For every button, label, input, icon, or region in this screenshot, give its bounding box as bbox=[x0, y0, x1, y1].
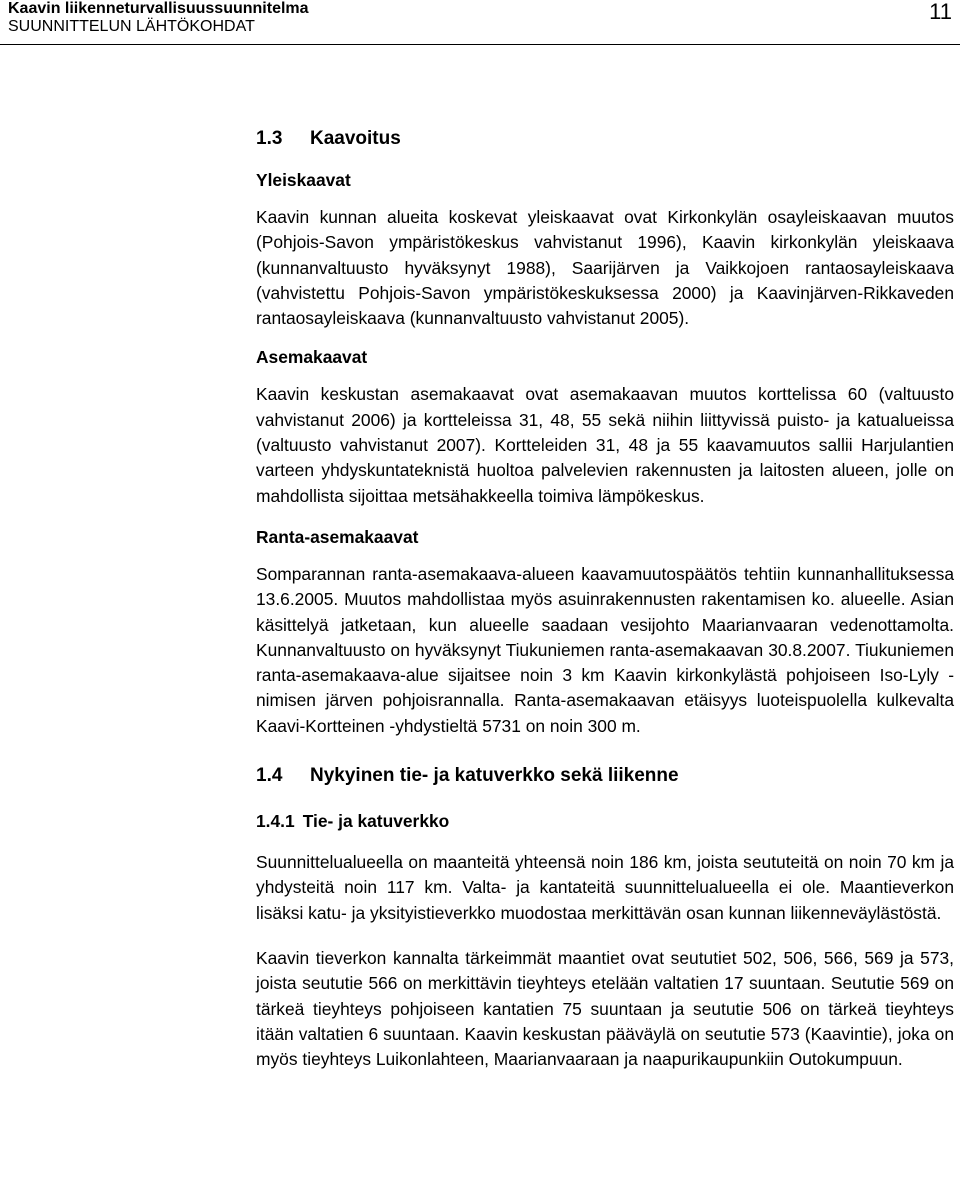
page-body bbox=[256, 126, 954, 1072]
paragraph-yleiskaavat: Kaavin kunnan alueita koskevat yleiskaavat ovat Kirkonkylän osayleiskaavan muutos (Pohjois-Savon ympäristökeskus vahvistanut 1996), Kaavin kirkonkylän yleiskaava (kunnanvaltuusto hyväksynyt 1988), Saarijärven ja Vaikkojoen rantaosayleiskaava (vahvistettu Pohjois-Savon ympäristökeskuksessa 2000) ja Kaavinjärven-Rikkaveden rantaosayleiskaava (kunnanvaltuusto vahvistanut 2005). bbox=[256, 207, 954, 329]
section-number: 1.3 bbox=[256, 128, 283, 149]
running-header-title: Kaavin liikenneturvallisuussuunnitelma bbox=[8, 0, 309, 17]
paragraph-tieverkko-2: Kaavin tieverkon kannalta tärkeimmät maantiet ovat seututiet 502, 506, 566, 569 ja 573, joista seututie 566 on merkittävin tieyhteys etelään valtatien 17 suuntaan. Seututie 569 on tärkeä tieyhteys pohjoiseen kantatien 75 suuntaan ja seututie 506 on tärkeä tieyhteys itään valtatien 6 suuntaan. Kaavin keskustan pääväylä on seututie 573 (Kaavintie), joka on myös tieyhteys Luikonlahteen, Maarianvaaraan ja naapurikaupunkiin Outokumpuun. bbox=[256, 947, 954, 1070]
header-rule bbox=[0, 44, 960, 45]
section-number: 1.4.1 bbox=[256, 811, 295, 832]
section-heading-1-3 bbox=[256, 126, 954, 152]
section-heading-1-4 bbox=[256, 763, 954, 789]
section-title: Tie- ja katuverkko bbox=[302, 811, 450, 832]
paragraph-tieverkko-1: Suunnittelualueella on maanteitä yhteensä noin 186 km, joista seututeitä on noin 70 km ja yhdysteitä noin 117 km. Valta- ja kantateitä suunnittelualueella ei ole. Maantieverkon lisäksi katu- ja yksityistieverkko muodostaa merkittävän osan kunnan liikenneväylästöstä. bbox=[256, 852, 954, 923]
running-header-subtitle: SUUNNITTELUN LÄHTÖKOHDAT bbox=[8, 18, 255, 35]
subheading-asemakaavat: Asemakaavat bbox=[256, 347, 368, 368]
section-number: 1.4 bbox=[256, 765, 283, 787]
section-title: Nykyinen tie- ja katuverkko sekä liikenne bbox=[310, 765, 679, 787]
section-title: Kaavoitus bbox=[310, 128, 401, 149]
subheading-yleiskaavat: Yleiskaavat bbox=[256, 170, 351, 190]
paragraph-ranta-asemakaavat: Somparannan ranta-asemakaava-alueen kaavamuutospäätös tehtiin kunnanhallituksessa 13.6.2005. Muutos mahdollistaa myös asuinrakennusten rakentamisen ko. alueelle. Asian käsittelyä jatketaan, kun alueelle saadaan vesijohto Maarianvaaran vedenottamolta. Kunnanvaltuusto on hyväksynyt Tiukuniemen ranta-asemakaavan 30.8.2007. Tiukuniemen ranta-asemakaava-alue sijaitsee noin 3 km Kaavin kirkonkylästä pohjoiseen Iso-Lyly -nimisen järven pohjoisrannalla. Ranta-asemakaavan etäisyys luoteispuolella kulkevalta Kaavi-Kortteinen -yhdystieltä 5731 on noin 300 m. bbox=[256, 563, 954, 736]
paragraph-asemakaavat: Kaavin keskustan asemakaavat ovat asemakaavan muutos korttelissa 60 (valtuusto vahvistanut 2006) ja kortteleissa 31, 48, 55 sekä niihin liittyvissä puisto- ja katualueissa (valtuusto vahvistanut 2007). Kortteleiden 31, 48 ja 55 kaavamuutos sallii Harjulantien varteen yhdyskuntateknistä huoltoa palvelevien rakennusten ja laitosten alueen, jolle on mahdollista sijoittaa metsähakkeella toimiva lämpökeskus. bbox=[256, 384, 954, 506]
subheading-ranta-asemakaavat: Ranta-asemakaavat bbox=[256, 526, 419, 547]
page-number: 11 bbox=[929, 0, 952, 24]
section-heading-1-4-1 bbox=[256, 809, 954, 834]
